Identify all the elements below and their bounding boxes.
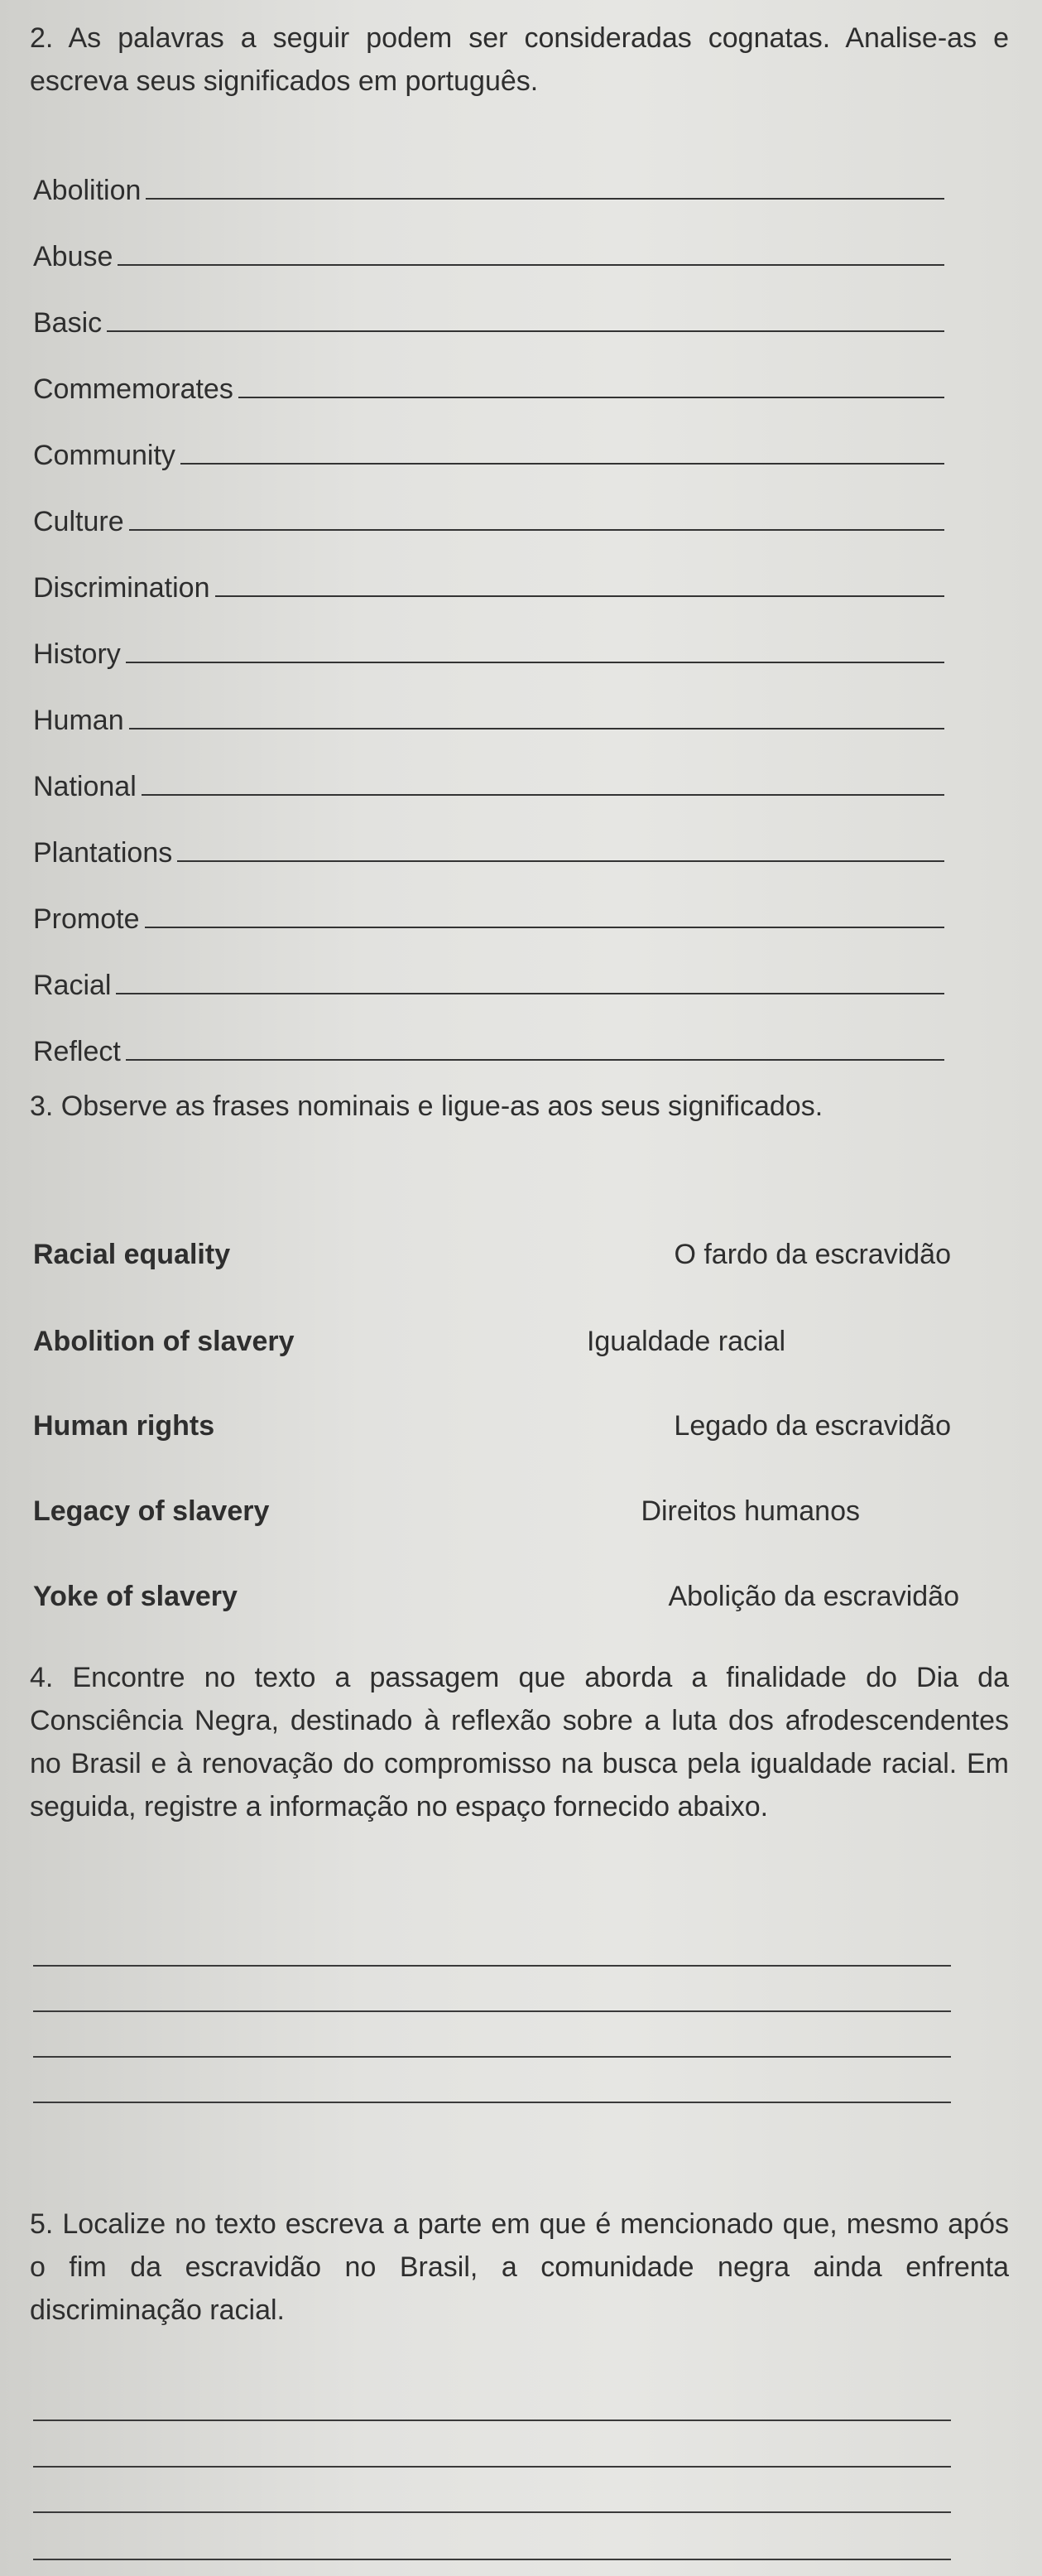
- word-row-commemorates: [33, 363, 944, 406]
- question-5-prompt: 5. Localize no texto escreva a parte em que é mencionado que, mesmo após o fim da escravidão no Brasil, a comunidade negra ainda enfrenta discriminação racial.: [30, 2208, 1009, 2326]
- question-2-prompt: 2. As palavras a seguir podem ser consideradas cognatas. Analise-as e escreva seus significados em português.: [30, 22, 1009, 97]
- match-portuguese-4[interactable]: Direitos humanos: [641, 1495, 860, 1527]
- word-row-plantations: [33, 826, 944, 869]
- word-human: Human: [33, 705, 124, 736]
- match-english-1[interactable]: Racial equality: [33, 1239, 231, 1270]
- word-row-community: [33, 429, 944, 472]
- answer-blank-discrimination[interactable]: [215, 595, 945, 597]
- match-row-5: [33, 1576, 959, 1617]
- question-3-prompt: 3. Observe as frases nominais e ligue-as aos seus significados.: [30, 1091, 824, 1122]
- word-discrimination: Discrimination: [33, 572, 210, 604]
- answer-blank-racial[interactable]: [116, 993, 944, 994]
- match-portuguese-2[interactable]: Igualdade racial: [586, 1326, 785, 1357]
- answer-blank-reflect[interactable]: [126, 1059, 944, 1061]
- match-portuguese-3[interactable]: Legado da escravidão: [674, 1410, 951, 1442]
- word-reflect: Reflect: [33, 1036, 121, 1067]
- answer-line-q5-1[interactable]: [33, 2420, 951, 2421]
- word-row-human: [33, 694, 944, 737]
- answer-blank-abuse[interactable]: [118, 264, 944, 266]
- word-racial: Racial: [33, 970, 112, 1001]
- word-row-culture: [33, 495, 944, 538]
- answer-line-q4-2[interactable]: [33, 2010, 951, 2012]
- answer-blank-promote[interactable]: [145, 927, 945, 928]
- answer-blank-basic[interactable]: [107, 330, 944, 332]
- answer-blank-community[interactable]: [180, 463, 944, 465]
- answer-blank-culture[interactable]: [129, 529, 944, 531]
- word-row-reflect: [33, 1025, 944, 1068]
- word-abuse: Abuse: [33, 241, 113, 272]
- word-row-history: [33, 628, 944, 671]
- answer-blank-commemorates[interactable]: [238, 397, 944, 398]
- answer-blank-human[interactable]: [129, 728, 944, 729]
- answer-blank-national[interactable]: [142, 794, 944, 796]
- match-portuguese-1[interactable]: O fardo da escravidão: [674, 1239, 951, 1270]
- word-row-abuse: [33, 230, 944, 273]
- answer-blank-plantations[interactable]: [177, 860, 944, 862]
- word-national: National: [33, 771, 137, 802]
- word-community: Community: [33, 440, 175, 471]
- answer-line-q4-1[interactable]: [33, 1965, 951, 1967]
- match-english-3[interactable]: Human rights: [33, 1410, 215, 1442]
- word-history: History: [33, 638, 121, 670]
- answer-line-q5-2[interactable]: [33, 2466, 951, 2468]
- answer-line-q5-4[interactable]: [33, 2559, 951, 2560]
- word-row-promote: [33, 893, 944, 936]
- match-row-1: [33, 1234, 951, 1275]
- word-row-basic: [33, 296, 944, 339]
- word-culture: Culture: [33, 506, 124, 537]
- answer-blank-history[interactable]: [126, 662, 944, 663]
- word-commemorates: Commemorates: [33, 373, 233, 405]
- answer-line-q4-4[interactable]: [33, 2102, 951, 2103]
- match-row-2: [33, 1321, 951, 1362]
- question-4-prompt: 4. Encontre no texto a passagem que aborda a finalidade do Dia da Consciência Negra, destinado à reflexão sobre a luta dos afrodescendentes no Brasil e à renovação do compromisso na busca pela igualdade racial. Em seguida, registre a informação no espaço fornecido abaixo.: [30, 1662, 1009, 1822]
- match-english-5[interactable]: Yoke of slavery: [33, 1581, 238, 1612]
- word-row-racial: [33, 959, 944, 1002]
- answer-line-q4-3[interactable]: [33, 2056, 951, 2058]
- answer-blank-abolition[interactable]: [146, 198, 944, 200]
- match-english-2[interactable]: Abolition of slavery: [33, 1326, 295, 1357]
- word-promote: Promote: [33, 903, 140, 935]
- match-row-4: [33, 1490, 951, 1532]
- word-row-national: [33, 760, 944, 803]
- answer-line-q5-3[interactable]: [33, 2511, 951, 2513]
- word-row-discrimination: [33, 561, 944, 604]
- word-basic: Basic: [33, 307, 103, 339]
- match-row-3: [33, 1405, 951, 1447]
- word-abolition: Abolition: [33, 175, 142, 206]
- match-portuguese-5[interactable]: Abolição da escravidão: [668, 1581, 959, 1612]
- word-plantations: Plantations: [33, 837, 173, 869]
- word-row-abolition: [33, 164, 944, 207]
- match-english-4[interactable]: Legacy of slavery: [33, 1495, 270, 1527]
